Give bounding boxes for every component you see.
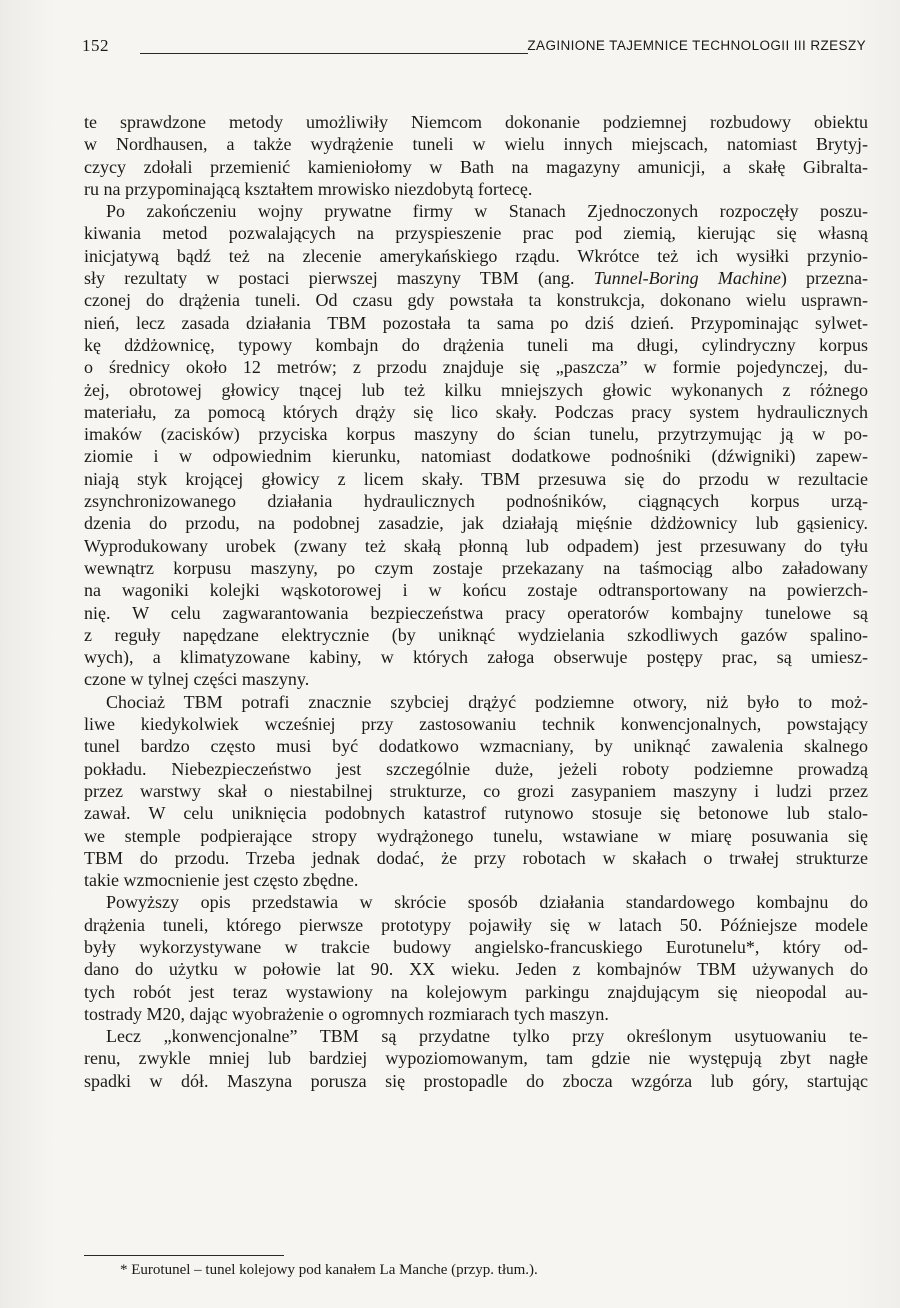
text-line: przez warstwy skał o niestabilnej strukturze, co grozi zasypaniem maszyny i ludzi przez: [84, 780, 868, 801]
italic-term: Tunnel-Boring Machine: [593, 268, 781, 289]
text-line: imaków (zacisków) przyciska korpus maszyny do ścian tunelu, przytrzymując ją w po-: [84, 424, 868, 445]
text-line: na wagoniki kolejki wąskotorowej i w końcu zostaje odtransportowany na powierzch-: [84, 580, 868, 601]
body-text: [84, 111, 868, 1092]
text-line: kę dżdżownicę, typowy kombajn do drążenia tuneli ma długi, cylindryczny korpus: [84, 334, 868, 355]
footnote-rule: [84, 1255, 284, 1256]
text-line: czonej do drążenia tuneli. Od czasu gdy powstała ta konstrukcja, dokonano wielu usprawn-: [84, 290, 868, 311]
paragraph: [84, 691, 868, 892]
text-line: inicjatywą bądź też na zlecenie amerykańskiego rządu. Wkrótce też ich wysiłki przynio-: [84, 245, 868, 266]
text-line: czone w tylnej części maszyny.: [84, 669, 310, 690]
text-line: o średnicy około 12 metrów; z przodu znajduje się „paszcza” w formie pojedynczej, du-: [84, 357, 868, 378]
text-line: spadki w dół. Maszyna porusza się prostopadle do zbocza wzgórza lub góry, startując: [84, 1070, 868, 1091]
text-line: zawał. W celu uniknięcia podobnych katastrof rutynowo stosuje się betonowe lub stalo-: [84, 803, 868, 824]
text-line: Powyższy opis przedstawia w skrócie sposób działania standardowego kombajnu do: [106, 892, 868, 913]
text-line: tunel bardzo często musi być dodatkowo wzmacniany, by uniknąć zawalenia skalnego: [84, 736, 868, 757]
text-line: zsynchronizowanego działania hydraulicznych podnośników, ciągnących korpus urzą-: [84, 491, 868, 512]
text-line: takie wzmocnienie jest często zbędne.: [84, 870, 359, 891]
header-rule: [140, 53, 528, 54]
page-header: [82, 36, 866, 60]
paragraph: [84, 200, 868, 691]
text-line: dzenia do przodu, na podobnej zasadzie, jak działają mięśnie dżdżownicy lub gąsienicy.: [84, 513, 868, 534]
paragraph: [84, 1025, 868, 1092]
text-line: były wykorzystywane w trakcie budowy angielsko-francuskiego Eurotunelu*, który od-: [84, 936, 868, 957]
text-line: ziomie i w odpowiednim kierunku, natomiast dodatkowe podnośniki (dźwigniki) zapew-: [84, 446, 868, 467]
text-line: Chociaż TBM potrafi znacznie szybciej drążyć podziemne otwory, niż było to moż-: [106, 691, 868, 712]
text-line: Po zakończeniu wojny prywatne firmy w Stanach Zjednoczonych rozpoczęły poszu-: [106, 201, 868, 222]
text-line: z reguły napędzane elektrycznie (by uniknąć wydzielania szkodliwych gazów spalino-: [84, 624, 868, 645]
text-line: nień, lecz zasada działania TBM pozostała ta sama po dziś dzień. Przypominając sylwet-: [84, 312, 868, 333]
text-line: dano do użytku w połowie lat 90. XX wieku. Jeden z kombajnów TBM używanych do: [84, 959, 868, 980]
paragraph: [84, 111, 868, 200]
text-line: we stemple podpierające stropy wydrążonego tunelu, wstawiane w miarę posuwania się: [84, 825, 868, 846]
text-line: kiwania metod pozwalających na przyspieszenie prac pod ziemią, kierując się własną: [84, 223, 868, 244]
text-line: TBM do przodu. Trzeba jednak dodać, że przy robotach w skałach o trwałej strukturze: [84, 847, 868, 868]
text-line: czycy zdołali przemienić kamieniołomy w Bath na magazyny amunicji, a skałę Gibralta-: [84, 156, 868, 177]
text-line: niają styk krojącej głowicy z licem skały. TBM przesuwa się do przodu w rezultacie: [84, 468, 868, 489]
text-line: wewnątrz korpusu maszyny, po czym zostaje przekazany na taśmociąg albo załadowany: [84, 557, 868, 578]
text-line: materiału, za pomocą których drąży się lico skały. Podczas pracy system hydraulicznych: [84, 401, 868, 422]
text-line: w Nordhausen, a także wydrążenie tuneli w wielu innych miejscach, natomiast Brytyj-: [84, 134, 868, 155]
running-title: ZAGINIONE TAJEMNICE TECHNOLOGII III RZESZY: [527, 38, 866, 53]
text-line: te sprawdzone metody umożliwiły Niemcom dokonanie podziemnej rozbudowy obiektu: [84, 112, 868, 132]
text-line: żej, obrotowej głowicy tnącej lub też kilku mniejszych głowic wykonanych z różnego: [84, 379, 868, 400]
paragraph: [84, 891, 868, 1025]
text-line: drążenia tuneli, którego pierwsze prototypy pojawiły się w latach 50. Późniejsze modele: [84, 914, 868, 935]
page-number: 152: [82, 36, 109, 55]
text-line: Wyprodukowany urobek (zwany też skałą płonną lub odpadem) jest przesuwany do tyłu: [84, 535, 868, 556]
text-line: pokładu. Niebezpieczeństwo jest szczególnie duże, jeżeli roboty podziemne prowadzą: [84, 758, 868, 779]
text-line: nię. W celu zagwarantowania bezpieczeństwa pracy operatorów kombajny tunelowe są: [84, 602, 868, 623]
text-line: Lecz „konwencjonalne” TBM są przydatne tylko przy określonym usytuowaniu te-: [106, 1026, 868, 1047]
text-line: sły rezultaty w postaci pierwszej maszyny TBM (ang. Tunnel-Boring Machine) przezna-: [84, 268, 868, 289]
text-line: tostrady M20, dając wyobrażenie o ogromnych rozmiarach tych maszyn.: [84, 1003, 609, 1024]
text-line: liwe kiedykolwiek wcześniej przy zastosowaniu technik konwencjonalnych, powstający: [84, 714, 868, 735]
text-line: wych), a klimatyzowane kabiny, w których załoga obserwuje postępy prac, są umiesz-: [84, 647, 868, 668]
text-line: ru na przypominającą kształtem mrowisko niezdobytą fortecę.: [84, 178, 533, 199]
text-line: renu, zwykle mniej lub bardziej wypoziomowanym, tam gdzie nie występują zbyt nagłe: [84, 1048, 868, 1069]
text-line: tych robót jest teraz wystawiony na kolejowym parkingu znajdującym się nieopodal au-: [84, 981, 868, 1002]
footnote: * Eurotunel – tunel kolejowy pod kanałem La Manche (przyp. tłum.).: [120, 1262, 538, 1278]
